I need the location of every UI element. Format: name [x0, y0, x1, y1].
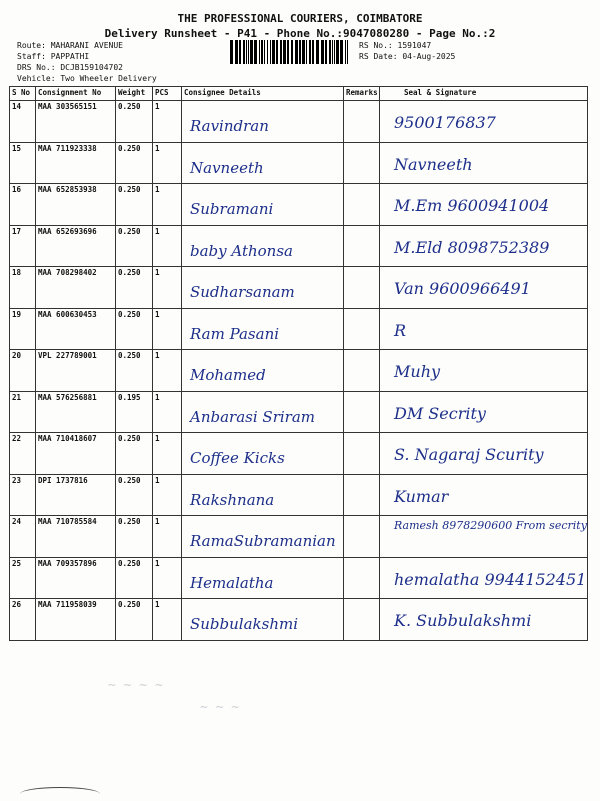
- pcs-count: 1: [153, 142, 182, 184]
- row-sno: 20: [10, 350, 36, 392]
- pcs-count: 1: [153, 474, 182, 516]
- seal-signature: Navneeth: [394, 154, 473, 174]
- row-sno: 19: [10, 308, 36, 350]
- consignee-name-cell: [182, 557, 344, 599]
- seal-signature-cell: [380, 225, 588, 267]
- consignee-name: RamaSubramanian: [190, 532, 336, 550]
- pcs-count: 1: [153, 184, 182, 226]
- table-row: [10, 599, 588, 641]
- runsheet-subtitle: Delivery Runsheet - P41 - Phone No.:9047080280 - Page No.:2: [104, 27, 496, 40]
- row-sno: 25: [10, 557, 36, 599]
- consignment-number: MAA 711958039: [36, 599, 116, 641]
- table-header-row: [10, 87, 588, 101]
- row-sno: 23: [10, 474, 36, 516]
- seal-signature: DM Secrity: [394, 403, 486, 423]
- consignment-number: MAA 710785584: [36, 516, 116, 558]
- remarks-cell: [344, 101, 380, 143]
- seal-signature: M.Em 9600941004: [394, 196, 550, 215]
- consignee-name: Ravindran: [190, 117, 269, 135]
- header-consignee: Consignee Details: [182, 87, 344, 101]
- consignee-name: Sudharsanam: [190, 283, 295, 301]
- remarks-cell: [344, 350, 380, 392]
- pcs-count: 1: [153, 308, 182, 350]
- weight-value: 0.250: [116, 599, 153, 641]
- consignee-name: Ram Pasani: [190, 324, 280, 343]
- rs-number: RS No.: 1591047: [359, 41, 432, 50]
- weight-value: 0.250: [116, 557, 153, 599]
- header-signature: Seal & Signature: [380, 87, 588, 101]
- seal-signature-cell: [380, 391, 588, 433]
- seal-signature: Ramesh 8978290600 From secrity: [394, 519, 587, 532]
- table-row: [10, 350, 588, 392]
- remarks-cell: [344, 267, 380, 309]
- remarks-cell: [344, 391, 380, 433]
- consignment-number: MAA 711923338: [36, 142, 116, 184]
- faded-writing: ~ ~ ~ ~: [108, 678, 163, 693]
- seal-signature-cell: [380, 557, 588, 599]
- weight-value: 0.250: [116, 308, 153, 350]
- consignee-name-cell: [182, 142, 344, 184]
- consignee-name-cell: [182, 433, 344, 475]
- consignee-name-cell: [182, 350, 344, 392]
- weight-value: 0.195: [116, 391, 153, 433]
- row-sno: 17: [10, 225, 36, 267]
- table-row: [10, 308, 588, 350]
- row-sno: 26: [10, 599, 36, 641]
- weight-value: 0.250: [116, 350, 153, 392]
- seal-signature: 9500176837: [394, 113, 496, 132]
- row-sno: 24: [10, 516, 36, 558]
- barcode-image: [230, 40, 348, 64]
- table-row: [10, 433, 588, 475]
- consignee-name: baby Athonsa: [190, 241, 293, 260]
- route-label: Route: MAHARANI AVENUE: [17, 41, 123, 50]
- consignee-name-cell: [182, 308, 344, 350]
- consignment-number: MAA 708298402: [36, 267, 116, 309]
- table-row: [10, 391, 588, 433]
- seal-signature-cell: [380, 599, 588, 641]
- table-row: [10, 142, 588, 184]
- table-row: [10, 225, 588, 267]
- consignment-number: MAA 652853938: [36, 184, 116, 226]
- remarks-cell: [344, 308, 380, 350]
- weight-value: 0.250: [116, 516, 153, 558]
- consignment-number: DPI 1737816: [36, 474, 116, 516]
- seal-signature-cell: [380, 474, 588, 516]
- table-row: [10, 474, 588, 516]
- consignee-name-cell: [182, 101, 344, 143]
- remarks-cell: [344, 225, 380, 267]
- consignment-number: MAA 600630453: [36, 308, 116, 350]
- seal-signature-cell: [380, 267, 588, 309]
- consignee-name: Anbarasi Sriram: [190, 407, 315, 426]
- consignee-name-cell: [182, 599, 344, 641]
- row-sno: 16: [10, 184, 36, 226]
- pcs-count: 1: [153, 101, 182, 143]
- consignee-name-cell: [182, 516, 344, 558]
- consignment-number: MAA 709357896: [36, 557, 116, 599]
- consignment-number: VPL 227789001: [36, 350, 116, 392]
- row-sno: 14: [10, 101, 36, 143]
- table-row: [10, 184, 588, 226]
- consignee-name: Mohamed: [190, 366, 266, 384]
- consignment-number: MAA 652693696: [36, 225, 116, 267]
- pcs-count: 1: [153, 599, 182, 641]
- consignment-number: MAA 303565151: [36, 101, 116, 143]
- consignee-name: Navneeth: [190, 158, 264, 177]
- row-sno: 22: [10, 433, 36, 475]
- pcs-count: 1: [153, 516, 182, 558]
- table-row: [10, 557, 588, 599]
- table-row: [10, 516, 588, 558]
- pcs-count: 1: [153, 557, 182, 599]
- staff-label: Staff: PAPPATHI: [17, 52, 90, 61]
- consignment-number: MAA 576256881: [36, 391, 116, 433]
- seal-signature: M.Eld 8098752389: [394, 237, 550, 257]
- consignee-name: Coffee Kicks: [190, 449, 285, 467]
- vehicle-label: Vehicle: Two Wheeler Delivery: [17, 74, 157, 83]
- rs-date: RS Date: 04-Aug-2025: [359, 52, 456, 61]
- pcs-count: 1: [153, 225, 182, 267]
- consignee-name: Subbulakshmi: [190, 615, 299, 633]
- seal-signature: Muhy: [394, 362, 441, 381]
- stamp-edge: [20, 787, 100, 801]
- seal-signature: K. Subbulakshmi: [394, 611, 532, 630]
- seal-signature-cell: [380, 433, 588, 475]
- header-sno: S No: [10, 87, 36, 101]
- table-row: [10, 267, 588, 309]
- seal-signature-cell: [380, 142, 588, 184]
- seal-signature-cell: [380, 308, 588, 350]
- consignee-name: Hemalatha: [190, 573, 274, 592]
- consignee-name-cell: [182, 184, 344, 226]
- consignee-name-cell: [182, 391, 344, 433]
- header-consignment: Consignment No: [36, 87, 116, 101]
- table-row: [10, 101, 588, 143]
- consignee-name-cell: [182, 225, 344, 267]
- seal-signature-cell: [380, 101, 588, 143]
- consignee-name: Rakshnana: [190, 490, 275, 509]
- seal-signature: hemalatha 9944152451: [394, 569, 587, 589]
- seal-signature: R: [394, 320, 407, 340]
- consignment-number: MAA 710418607: [36, 433, 116, 475]
- weight-value: 0.250: [116, 267, 153, 309]
- weight-value: 0.250: [116, 433, 153, 475]
- header-remarks: Remarks: [344, 87, 380, 101]
- runsheet-table: [9, 86, 588, 641]
- header-weight: Weight: [116, 87, 153, 101]
- remarks-cell: [344, 142, 380, 184]
- pcs-count: 1: [153, 391, 182, 433]
- seal-signature-cell: [380, 516, 588, 558]
- remarks-cell: [344, 516, 380, 558]
- consignee-name-cell: [182, 474, 344, 516]
- seal-signature-cell: [380, 184, 588, 226]
- seal-signature: Kumar: [394, 486, 449, 506]
- remarks-cell: [344, 557, 380, 599]
- weight-value: 0.250: [116, 101, 153, 143]
- pcs-count: 1: [153, 350, 182, 392]
- remarks-cell: [344, 474, 380, 516]
- faded-writing: ~ ~ ~: [200, 700, 240, 715]
- weight-value: 0.250: [116, 225, 153, 267]
- seal-signature: S. Nagaraj Scurity: [394, 445, 544, 464]
- seal-signature-cell: [380, 350, 588, 392]
- header-pcs: PCS: [153, 87, 182, 101]
- remarks-cell: [344, 599, 380, 641]
- consignee-name-cell: [182, 267, 344, 309]
- weight-value: 0.250: [116, 142, 153, 184]
- weight-value: 0.250: [116, 184, 153, 226]
- drs-number: DRS No.: DCJB159104702: [17, 63, 123, 72]
- row-sno: 21: [10, 391, 36, 433]
- pcs-count: 1: [153, 433, 182, 475]
- weight-value: 0.250: [116, 474, 153, 516]
- remarks-cell: [344, 433, 380, 475]
- pcs-count: 1: [153, 267, 182, 309]
- company-title: THE PROFESSIONAL COURIERS, COIMBATORE: [177, 12, 423, 25]
- row-sno: 18: [10, 267, 36, 309]
- seal-signature: Van 9600966491: [394, 279, 531, 298]
- remarks-cell: [344, 184, 380, 226]
- row-sno: 15: [10, 142, 36, 184]
- consignee-name: Subramani: [190, 200, 274, 218]
